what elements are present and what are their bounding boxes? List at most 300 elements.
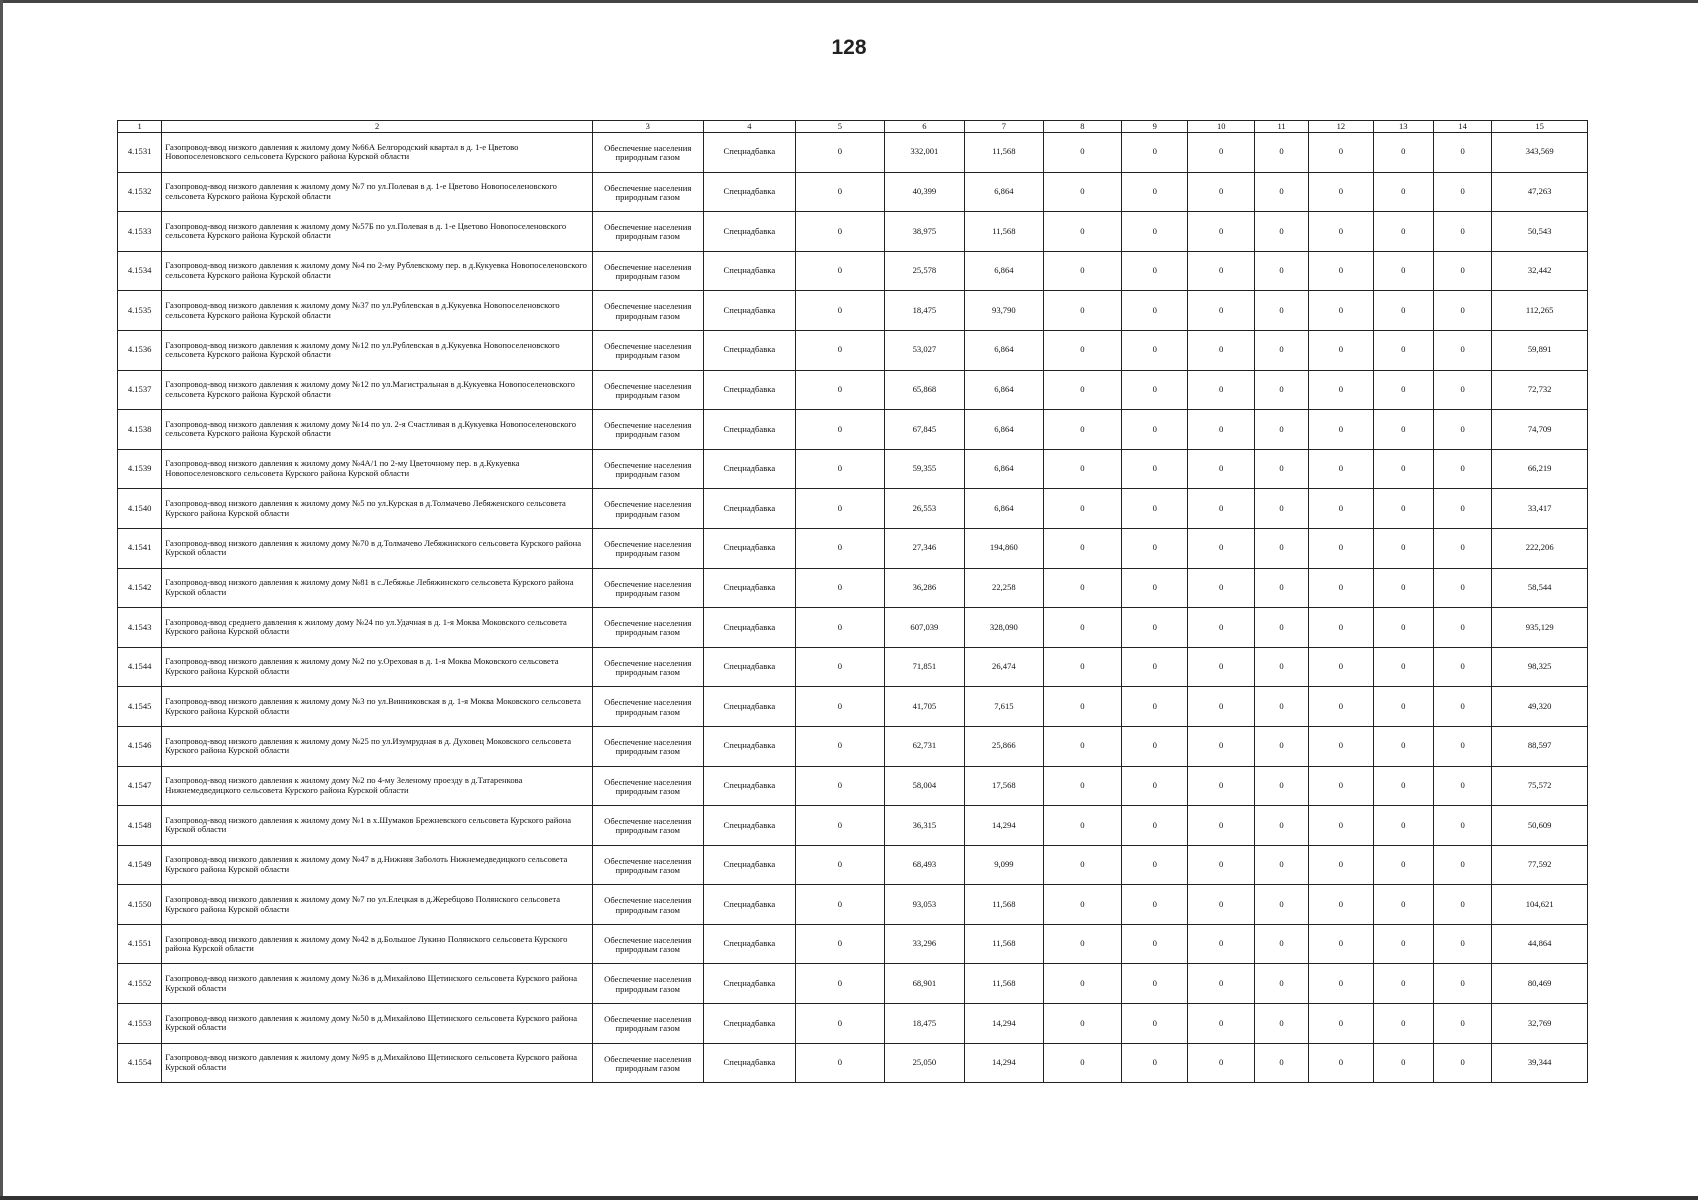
cell-c5: 0 xyxy=(796,687,885,727)
cell-c5: 0 xyxy=(796,291,885,331)
table-row xyxy=(118,845,1588,885)
purpose-cell: Обеспечение населения природным газом xyxy=(592,133,703,173)
cell-c7: 194,860 xyxy=(965,528,1043,568)
cell-c12: 0 xyxy=(1309,924,1373,964)
cell-c10: 0 xyxy=(1188,133,1254,173)
cell-c13: 0 xyxy=(1373,133,1433,173)
column-header-3: 3 xyxy=(592,121,703,133)
row-number: 4.1540 xyxy=(118,489,162,529)
cell-c9: 0 xyxy=(1122,330,1188,370)
object-name: Газопровод-ввод низкого давления к жилому дому №37 по ул.Рублевская в д.Кукуевка Новопоселеновского сельсовета Курского района Курской области xyxy=(162,291,593,331)
cell-c13: 0 xyxy=(1373,291,1433,331)
funding-source: Спецнадбавка xyxy=(703,133,796,173)
cell-c15: 77,592 xyxy=(1492,845,1588,885)
funding-source: Спецнадбавка xyxy=(703,806,796,846)
cell-c8: 0 xyxy=(1043,172,1121,212)
cell-c8: 0 xyxy=(1043,1043,1121,1083)
cell-c10: 0 xyxy=(1188,330,1254,370)
purpose-cell: Обеспечение населения природным газом xyxy=(592,330,703,370)
cell-c10: 0 xyxy=(1188,806,1254,846)
cell-c10: 0 xyxy=(1188,608,1254,648)
cell-c13: 0 xyxy=(1373,568,1433,608)
cell-c15: 47,263 xyxy=(1492,172,1588,212)
row-number: 4.1536 xyxy=(118,330,162,370)
row-number: 4.1543 xyxy=(118,608,162,648)
funding-source: Спецнадбавка xyxy=(703,1043,796,1083)
column-header-9: 9 xyxy=(1122,121,1188,133)
object-name: Газопровод-ввод низкого давления к жилому дому №36 в д.Михайлово Щетинского сельсовета Курского района Курской области xyxy=(162,964,593,1004)
cell-c12: 0 xyxy=(1309,251,1373,291)
cell-c12: 0 xyxy=(1309,410,1373,450)
header-row xyxy=(118,121,1588,133)
table-row xyxy=(118,964,1588,1004)
cell-c8: 0 xyxy=(1043,528,1121,568)
object-name: Газопровод-ввод низкого давления к жилому дому №2 по у.Ореховая в д. 1-я Моква Моковского сельсовета Курского района Курской области xyxy=(162,647,593,687)
cell-c8: 0 xyxy=(1043,568,1121,608)
cell-c13: 0 xyxy=(1373,845,1433,885)
purpose-cell: Обеспечение населения природным газом xyxy=(592,608,703,648)
cell-c11: 0 xyxy=(1254,608,1308,648)
cell-c11: 0 xyxy=(1254,1043,1308,1083)
cell-c7: 6,864 xyxy=(965,489,1043,529)
cell-c14: 0 xyxy=(1433,924,1491,964)
cell-c14: 0 xyxy=(1433,449,1491,489)
purpose-cell: Обеспечение населения природным газом xyxy=(592,885,703,925)
cell-c6: 36,286 xyxy=(884,568,964,608)
cell-c12: 0 xyxy=(1309,1004,1373,1044)
cell-c14: 0 xyxy=(1433,845,1491,885)
funding-source: Спецнадбавка xyxy=(703,330,796,370)
funding-source: Спецнадбавка xyxy=(703,568,796,608)
funding-source: Спецнадбавка xyxy=(703,291,796,331)
table-row xyxy=(118,489,1588,529)
cell-c8: 0 xyxy=(1043,924,1121,964)
cell-c5: 0 xyxy=(796,133,885,173)
cell-c6: 332,001 xyxy=(884,133,964,173)
cell-c15: 343,569 xyxy=(1492,133,1588,173)
cell-c5: 0 xyxy=(796,1043,885,1083)
cell-c6: 93,053 xyxy=(884,885,964,925)
scan-edge-top xyxy=(0,0,1698,3)
row-number: 4.1544 xyxy=(118,647,162,687)
cell-c13: 0 xyxy=(1373,1043,1433,1083)
cell-c10: 0 xyxy=(1188,489,1254,529)
cell-c10: 0 xyxy=(1188,726,1254,766)
funding-source: Спецнадбавка xyxy=(703,885,796,925)
cell-c6: 58,004 xyxy=(884,766,964,806)
column-header-12: 12 xyxy=(1309,121,1373,133)
cell-c7: 6,864 xyxy=(965,330,1043,370)
cell-c7: 25,866 xyxy=(965,726,1043,766)
cell-c14: 0 xyxy=(1433,489,1491,529)
cell-c9: 0 xyxy=(1122,806,1188,846)
cell-c7: 6,864 xyxy=(965,449,1043,489)
cell-c8: 0 xyxy=(1043,449,1121,489)
object-name: Газопровод-ввод среднего давления к жилому дому №24 по ул.Удачная в д. 1-я Моква Моковского сельсовета Курского района Курской области xyxy=(162,608,593,648)
cell-c9: 0 xyxy=(1122,291,1188,331)
row-number: 4.1538 xyxy=(118,410,162,450)
cell-c6: 53,027 xyxy=(884,330,964,370)
cell-c9: 0 xyxy=(1122,845,1188,885)
cell-c5: 0 xyxy=(796,489,885,529)
purpose-cell: Обеспечение населения природным газом xyxy=(592,370,703,410)
purpose-cell: Обеспечение населения природным газом xyxy=(592,251,703,291)
purpose-cell: Обеспечение населения природным газом xyxy=(592,924,703,964)
cell-c13: 0 xyxy=(1373,330,1433,370)
row-number: 4.1534 xyxy=(118,251,162,291)
cell-c9: 0 xyxy=(1122,687,1188,727)
cell-c7: 6,864 xyxy=(965,410,1043,450)
cell-c9: 0 xyxy=(1122,172,1188,212)
cell-c6: 40,399 xyxy=(884,172,964,212)
cell-c5: 0 xyxy=(796,370,885,410)
funding-source: Спецнадбавка xyxy=(703,924,796,964)
cell-c13: 0 xyxy=(1373,924,1433,964)
funding-source: Спецнадбавка xyxy=(703,647,796,687)
cell-c15: 58,544 xyxy=(1492,568,1588,608)
cell-c6: 26,553 xyxy=(884,489,964,529)
cell-c6: 18,475 xyxy=(884,1004,964,1044)
cell-c13: 0 xyxy=(1373,647,1433,687)
funding-source: Спецнадбавка xyxy=(703,449,796,489)
object-name: Газопровод-ввод низкого давления к жилому дому №3 по ул.Винниковская в д. 1-я Моква Моковского сельсовета Курского района Курской области xyxy=(162,687,593,727)
cell-c15: 80,469 xyxy=(1492,964,1588,1004)
cell-c5: 0 xyxy=(796,924,885,964)
purpose-cell: Обеспечение населения природным газом xyxy=(592,568,703,608)
column-header-11: 11 xyxy=(1254,121,1308,133)
cell-c12: 0 xyxy=(1309,330,1373,370)
cell-c12: 0 xyxy=(1309,370,1373,410)
cell-c8: 0 xyxy=(1043,212,1121,252)
row-number: 4.1532 xyxy=(118,172,162,212)
cell-c14: 0 xyxy=(1433,766,1491,806)
cell-c7: 11,568 xyxy=(965,133,1043,173)
cell-c7: 6,864 xyxy=(965,172,1043,212)
cell-c5: 0 xyxy=(796,251,885,291)
cell-c5: 0 xyxy=(796,1004,885,1044)
cell-c5: 0 xyxy=(796,212,885,252)
cell-c15: 59,891 xyxy=(1492,330,1588,370)
cell-c11: 0 xyxy=(1254,251,1308,291)
object-name: Газопровод-ввод низкого давления к жилому дому №25 по ул.Изумрудная в д. Духовец Моковского сельсовета Курского района Курской области xyxy=(162,726,593,766)
cell-c12: 0 xyxy=(1309,687,1373,727)
table-row xyxy=(118,726,1588,766)
cell-c6: 62,731 xyxy=(884,726,964,766)
row-number: 4.1554 xyxy=(118,1043,162,1083)
purpose-cell: Обеспечение населения природным газом xyxy=(592,964,703,1004)
row-number: 4.1545 xyxy=(118,687,162,727)
cell-c12: 0 xyxy=(1309,489,1373,529)
cell-c12: 0 xyxy=(1309,647,1373,687)
table-row xyxy=(118,766,1588,806)
cell-c6: 71,851 xyxy=(884,647,964,687)
cell-c11: 0 xyxy=(1254,489,1308,529)
cell-c12: 0 xyxy=(1309,291,1373,331)
cell-c10: 0 xyxy=(1188,924,1254,964)
cell-c8: 0 xyxy=(1043,726,1121,766)
cell-c10: 0 xyxy=(1188,251,1254,291)
cell-c14: 0 xyxy=(1433,133,1491,173)
cell-c9: 0 xyxy=(1122,964,1188,1004)
cell-c11: 0 xyxy=(1254,647,1308,687)
purpose-cell: Обеспечение населения природным газом xyxy=(592,647,703,687)
column-header-15: 15 xyxy=(1492,121,1588,133)
cell-c8: 0 xyxy=(1043,330,1121,370)
cell-c8: 0 xyxy=(1043,291,1121,331)
object-name: Газопровод-ввод низкого давления к жилому дому №50 в д.Михайлово Щетинского сельсовета Курского района Курской области xyxy=(162,1004,593,1044)
cell-c10: 0 xyxy=(1188,1004,1254,1044)
row-number: 4.1542 xyxy=(118,568,162,608)
table-row xyxy=(118,370,1588,410)
cell-c7: 6,864 xyxy=(965,370,1043,410)
cell-c14: 0 xyxy=(1433,647,1491,687)
cell-c11: 0 xyxy=(1254,726,1308,766)
cell-c11: 0 xyxy=(1254,964,1308,1004)
purpose-cell: Обеспечение населения природным газом xyxy=(592,410,703,450)
cell-c9: 0 xyxy=(1122,212,1188,252)
column-header-13: 13 xyxy=(1373,121,1433,133)
object-name: Газопровод-ввод низкого давления к жилому дому №81 в с.Лебяжье Лебяжинского сельсовета Курского района Курской области xyxy=(162,568,593,608)
cell-c7: 9,099 xyxy=(965,845,1043,885)
cell-c15: 222,206 xyxy=(1492,528,1588,568)
cell-c10: 0 xyxy=(1188,1043,1254,1083)
cell-c12: 0 xyxy=(1309,885,1373,925)
cell-c12: 0 xyxy=(1309,172,1373,212)
cell-c5: 0 xyxy=(796,528,885,568)
cell-c8: 0 xyxy=(1043,489,1121,529)
purpose-cell: Обеспечение населения природным газом xyxy=(592,489,703,529)
cell-c14: 0 xyxy=(1433,172,1491,212)
cell-c8: 0 xyxy=(1043,845,1121,885)
cell-c15: 49,320 xyxy=(1492,687,1588,727)
row-number: 4.1547 xyxy=(118,766,162,806)
cell-c10: 0 xyxy=(1188,766,1254,806)
cell-c8: 0 xyxy=(1043,370,1121,410)
object-name: Газопровод-ввод низкого давления к жилому дому №7 по ул.Елецкая в д.Жеребцово Полянского сельсовета Курского района Курской области xyxy=(162,885,593,925)
page-number: 128 xyxy=(831,36,867,59)
row-number: 4.1537 xyxy=(118,370,162,410)
funding-source: Спецнадбавка xyxy=(703,845,796,885)
cell-c15: 98,325 xyxy=(1492,647,1588,687)
column-header-5: 5 xyxy=(796,121,885,133)
funding-source: Спецнадбавка xyxy=(703,172,796,212)
cell-c9: 0 xyxy=(1122,726,1188,766)
cell-c8: 0 xyxy=(1043,251,1121,291)
cell-c14: 0 xyxy=(1433,291,1491,331)
scan-edge-bottom xyxy=(0,1196,1698,1200)
cell-c14: 0 xyxy=(1433,568,1491,608)
cell-c8: 0 xyxy=(1043,766,1121,806)
cell-c7: 14,294 xyxy=(965,1043,1043,1083)
table-row xyxy=(118,1004,1588,1044)
cell-c14: 0 xyxy=(1433,726,1491,766)
cell-c8: 0 xyxy=(1043,687,1121,727)
cell-c15: 32,442 xyxy=(1492,251,1588,291)
cell-c14: 0 xyxy=(1433,528,1491,568)
column-header-10: 10 xyxy=(1188,121,1254,133)
cell-c11: 0 xyxy=(1254,172,1308,212)
cell-c13: 0 xyxy=(1373,687,1433,727)
row-number: 4.1552 xyxy=(118,964,162,1004)
cell-c13: 0 xyxy=(1373,172,1433,212)
cell-c12: 0 xyxy=(1309,608,1373,648)
cell-c14: 0 xyxy=(1433,212,1491,252)
cell-c14: 0 xyxy=(1433,806,1491,846)
cell-c15: 50,543 xyxy=(1492,212,1588,252)
cell-c14: 0 xyxy=(1433,410,1491,450)
funding-source: Спецнадбавка xyxy=(703,528,796,568)
cell-c9: 0 xyxy=(1122,1043,1188,1083)
funding-source: Спецнадбавка xyxy=(703,370,796,410)
cell-c12: 0 xyxy=(1309,568,1373,608)
cell-c7: 11,568 xyxy=(965,924,1043,964)
cell-c6: 41,705 xyxy=(884,687,964,727)
cell-c13: 0 xyxy=(1373,410,1433,450)
cell-c9: 0 xyxy=(1122,528,1188,568)
cell-c13: 0 xyxy=(1373,608,1433,648)
row-number: 4.1541 xyxy=(118,528,162,568)
object-name: Газопровод-ввод низкого давления к жилому дому №57Б по ул.Полевая в д. 1-е Цветово Новопоселеновского сельсовета Курского района Курской области xyxy=(162,212,593,252)
cell-c9: 0 xyxy=(1122,251,1188,291)
cell-c15: 935,129 xyxy=(1492,608,1588,648)
cell-c10: 0 xyxy=(1188,647,1254,687)
purpose-cell: Обеспечение населения природным газом xyxy=(592,1043,703,1083)
object-name: Газопровод-ввод низкого давления к жилому дому №42 в д.Большое Лукино Полянского сельсовета Курского района Курской области xyxy=(162,924,593,964)
cell-c7: 14,294 xyxy=(965,806,1043,846)
table-row xyxy=(118,212,1588,252)
row-number: 4.1535 xyxy=(118,291,162,331)
cell-c6: 68,901 xyxy=(884,964,964,1004)
object-name: Газопровод-ввод низкого давления к жилому дому №5 по ул.Курская в д.Толмачево Лебяженского сельсовета Курского района Курской области xyxy=(162,489,593,529)
cell-c15: 44,864 xyxy=(1492,924,1588,964)
object-name: Газопровод-ввод низкого давления к жилому дому №4 по 2-му Рублевскому пер. в д.Кукуевка Новопоселеновского сельсовета Курского района Курской области xyxy=(162,251,593,291)
object-name: Газопровод-ввод низкого давления к жилому дому №7 по ул.Полевая в д. 1-е Цветово Новопоселеновского сельсовета Курского района Курской области xyxy=(162,172,593,212)
cell-c10: 0 xyxy=(1188,845,1254,885)
cell-c5: 0 xyxy=(796,726,885,766)
cell-c10: 0 xyxy=(1188,964,1254,1004)
purpose-cell: Обеспечение населения природным газом xyxy=(592,212,703,252)
row-number: 4.1551 xyxy=(118,924,162,964)
row-number: 4.1550 xyxy=(118,885,162,925)
cell-c10: 0 xyxy=(1188,172,1254,212)
cell-c12: 0 xyxy=(1309,845,1373,885)
cell-c7: 14,294 xyxy=(965,1004,1043,1044)
cell-c14: 0 xyxy=(1433,964,1491,1004)
cell-c13: 0 xyxy=(1373,449,1433,489)
cell-c12: 0 xyxy=(1309,964,1373,1004)
cell-c7: 17,568 xyxy=(965,766,1043,806)
table-row xyxy=(118,608,1588,648)
purpose-cell: Обеспечение населения природным газом xyxy=(592,845,703,885)
cell-c12: 0 xyxy=(1309,726,1373,766)
cell-c5: 0 xyxy=(796,449,885,489)
cell-c8: 0 xyxy=(1043,964,1121,1004)
cell-c5: 0 xyxy=(796,885,885,925)
purpose-cell: Обеспечение населения природным газом xyxy=(592,528,703,568)
cell-c15: 104,621 xyxy=(1492,885,1588,925)
table-row xyxy=(118,568,1588,608)
cell-c15: 66,219 xyxy=(1492,449,1588,489)
cell-c6: 38,975 xyxy=(884,212,964,252)
table-row xyxy=(118,687,1588,727)
object-name: Газопровод-ввод низкого давления к жилому дому №70 в д.Толмачево Лебяжинского сельсовета Курского района Курской области xyxy=(162,528,593,568)
cell-c11: 0 xyxy=(1254,845,1308,885)
cell-c11: 0 xyxy=(1254,806,1308,846)
funding-source: Спецнадбавка xyxy=(703,766,796,806)
cell-c6: 65,868 xyxy=(884,370,964,410)
cell-c7: 26,474 xyxy=(965,647,1043,687)
row-number: 4.1533 xyxy=(118,212,162,252)
cell-c12: 0 xyxy=(1309,1043,1373,1083)
cell-c6: 607,039 xyxy=(884,608,964,648)
cell-c9: 0 xyxy=(1122,449,1188,489)
table-row xyxy=(118,133,1588,173)
cell-c11: 0 xyxy=(1254,924,1308,964)
cell-c8: 0 xyxy=(1043,1004,1121,1044)
cell-c9: 0 xyxy=(1122,133,1188,173)
cell-c11: 0 xyxy=(1254,687,1308,727)
cell-c9: 0 xyxy=(1122,1004,1188,1044)
cell-c14: 0 xyxy=(1433,1043,1491,1083)
cell-c11: 0 xyxy=(1254,449,1308,489)
cell-c11: 0 xyxy=(1254,410,1308,450)
purpose-cell: Обеспечение населения природным газом xyxy=(592,726,703,766)
cell-c11: 0 xyxy=(1254,766,1308,806)
cell-c13: 0 xyxy=(1373,766,1433,806)
funding-source: Спецнадбавка xyxy=(703,1004,796,1044)
cell-c15: 50,609 xyxy=(1492,806,1588,846)
cell-c7: 11,568 xyxy=(965,212,1043,252)
cell-c5: 0 xyxy=(796,845,885,885)
cell-c9: 0 xyxy=(1122,766,1188,806)
cell-c12: 0 xyxy=(1309,528,1373,568)
cell-c13: 0 xyxy=(1373,1004,1433,1044)
cell-c11: 0 xyxy=(1254,885,1308,925)
cell-c12: 0 xyxy=(1309,212,1373,252)
table-row xyxy=(118,172,1588,212)
cell-c14: 0 xyxy=(1433,687,1491,727)
cell-c8: 0 xyxy=(1043,608,1121,648)
cell-c8: 0 xyxy=(1043,410,1121,450)
scan-edge-left xyxy=(0,0,3,1200)
purpose-cell: Обеспечение населения природным газом xyxy=(592,172,703,212)
column-header-4: 4 xyxy=(703,121,796,133)
object-name: Газопровод-ввод низкого давления к жилому дому №47 в д.Нижняя Заболоть Нижнемедведицкого сельсовета Курского района Курской области xyxy=(162,845,593,885)
cell-c15: 75,572 xyxy=(1492,766,1588,806)
column-header-7: 7 xyxy=(965,121,1043,133)
cell-c12: 0 xyxy=(1309,133,1373,173)
column-header-2: 2 xyxy=(162,121,593,133)
cell-c8: 0 xyxy=(1043,133,1121,173)
cell-c6: 25,050 xyxy=(884,1043,964,1083)
cell-c7: 7,615 xyxy=(965,687,1043,727)
purpose-cell: Обеспечение населения природным газом xyxy=(592,291,703,331)
cell-c6: 18,475 xyxy=(884,291,964,331)
cell-c12: 0 xyxy=(1309,806,1373,846)
cell-c5: 0 xyxy=(796,647,885,687)
purpose-cell: Обеспечение населения природным газом xyxy=(592,806,703,846)
cell-c8: 0 xyxy=(1043,885,1121,925)
row-number: 4.1548 xyxy=(118,806,162,846)
cell-c11: 0 xyxy=(1254,1004,1308,1044)
cell-c5: 0 xyxy=(796,172,885,212)
cell-c13: 0 xyxy=(1373,806,1433,846)
funding-source: Спецнадбавка xyxy=(703,410,796,450)
cell-c14: 0 xyxy=(1433,370,1491,410)
object-name: Газопровод-ввод низкого давления к жилому дому №2 по 4-му Зеленому проезду в д.Татаренкова Нижнемедведицкого сельсовета Курского района Курской области xyxy=(162,766,593,806)
cell-c10: 0 xyxy=(1188,449,1254,489)
cell-c14: 0 xyxy=(1433,330,1491,370)
